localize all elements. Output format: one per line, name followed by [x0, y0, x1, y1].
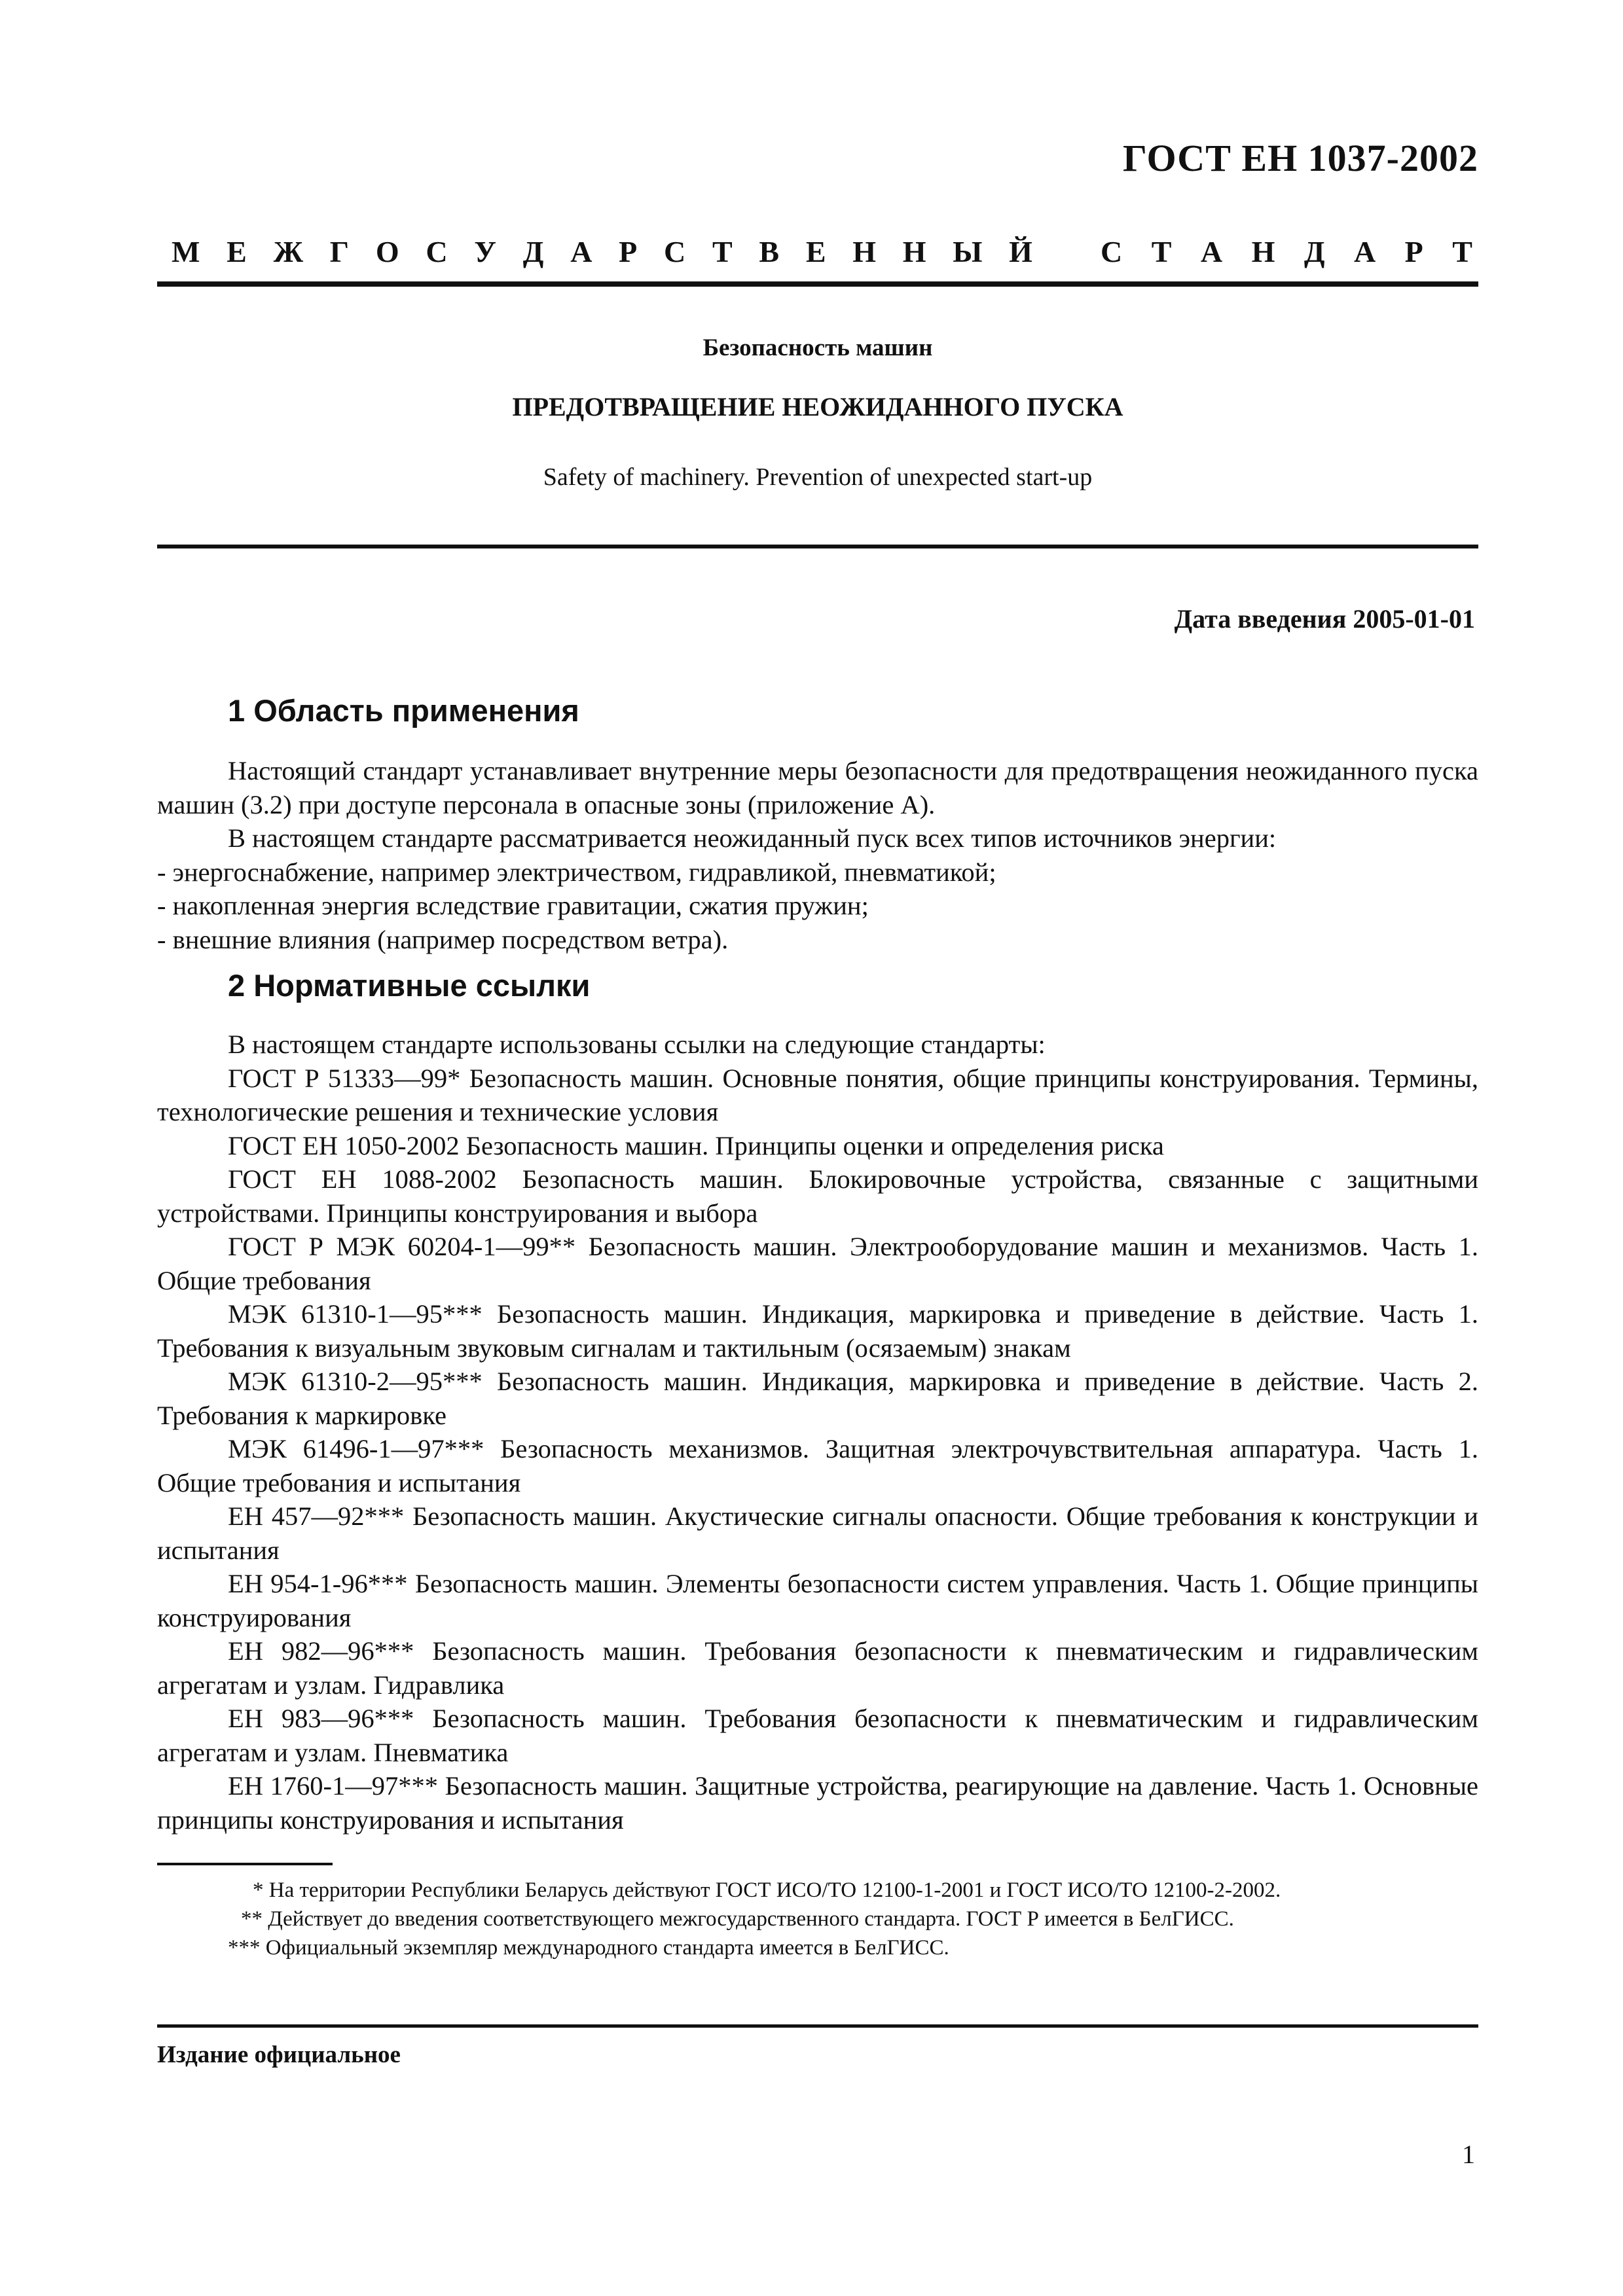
section-heading-scope: 1 Область применения [228, 693, 579, 728]
reference-item: ЕН 954-1-96*** Безопасность машин. Элементы безопасности систем управления. Часть 1. Общие принципы конструирования [157, 1569, 1478, 1632]
banner-letter: Т [712, 235, 733, 268]
document-code: ГОСТ ЕН 1037-2002 [1123, 137, 1478, 179]
banner-letter: Г [329, 235, 350, 268]
banner-letter: С [1101, 235, 1123, 268]
reference-item: МЭК 61310-2—95*** Безопасность машин. Индикация, маркировка и приведение в действие. Часть 2. Требования к маркировке [157, 1367, 1478, 1430]
section-scope-body [157, 754, 1478, 956]
paragraph: В настоящем стандарте рассматривается неожиданный пуск всех типов источников энергии: [228, 823, 1277, 853]
footnote: *** Официальный экземпляр международного стандарта имеется в БелГИСС. [228, 1936, 949, 1960]
reference-item: ЕН 457—92*** Безопасность машин. Акустические сигналы опасности. Общие требования к конструкции и испытания [157, 1501, 1478, 1565]
reference-item: ГОСТ ЕН 1088-2002 Безопасность машин. Блокировочные устройства, связанные с защитными устройствами. Принципы конструирования и выбора [157, 1164, 1478, 1228]
banner-letter: Р [619, 235, 638, 268]
banner-word-standard [1101, 234, 1472, 269]
document-title: ПРЕДОТВРАЩЕНИЕ НЕОЖИДАННОГО ПУСКА [512, 392, 1123, 422]
edition-label: Издание официальное [157, 2041, 401, 2068]
document-subject: Безопасность машин [702, 334, 933, 361]
paragraph: Настоящий стандарт устанавливает внутренние меры безопасности для предотвращения неожиданного пуска машин (3.2) при доступе персонала в опасные зоны (приложение А). [157, 756, 1478, 819]
banner-letter: Д [1304, 235, 1325, 268]
reference-item: ЕН 983—96*** Безопасность машин. Требования безопасности к пневматическим и гидравлическим агрегатам и узлам. Пневматика [157, 1704, 1478, 1767]
banner-letter: О [375, 235, 399, 268]
banner-letter: Й [1009, 235, 1032, 268]
reference-item: ЕН 1760-1—97*** Безопасность машин. Защитные устройства, реагирующие на давление. Часть 1. Основные принципы конструирования и испытания [157, 1771, 1478, 1835]
banner-letter: Ы [953, 235, 983, 268]
footnote: ** Действует до введения соответствующего межгосударственного стандарта. ГОСТ Р имеется в БелГИСС. [241, 1907, 1234, 1931]
section-references-body [157, 1028, 1478, 1837]
document-title-english: Safety of machinery. Prevention of unexpected start-up [543, 463, 1093, 491]
list-item: - внешние влияния (например посредством ветра). [157, 924, 729, 954]
reference-item: ГОСТ ЕН 1050-2002 Безопасность машин. Принципы оценки и определения риска [228, 1130, 1164, 1160]
footnotes [157, 1876, 1478, 1962]
paragraph: В настоящем стандарте использованы ссылки на следующие стандарты: [228, 1030, 1046, 1059]
banner-letter: А [1200, 235, 1223, 268]
interstate-standard-banner [172, 234, 1472, 269]
section-heading-references: 2 Нормативные ссылки [228, 968, 591, 1003]
banner-letter: С [426, 235, 448, 268]
banner-letter: Н [852, 235, 877, 268]
introduction-date: Дата введения 2005-01-01 [1174, 604, 1475, 634]
banner-letter: Н [1251, 235, 1275, 268]
banner-letter: С [664, 235, 686, 268]
footnote: * На территории Республики Беларусь действуют ГОСТ ИСО/ТО 12100-1-2001 и ГОСТ ИСО/ТО 12100-2-2002. [253, 1878, 1281, 1902]
list-item: - накопленная энергия вследствие гравитации, сжатия пружин; [157, 891, 869, 920]
banner-letter: Д [522, 235, 544, 268]
footnote-rule [157, 1863, 333, 1865]
banner-letter: Р [1404, 235, 1423, 268]
page-number: 1 [1462, 2140, 1475, 2169]
banner-letter: Н [902, 235, 926, 268]
reference-item: ГОСТ Р МЭК 60204-1—99** Безопасность машин. Электрооборудование машин и механизмов. Часть 1. Общие требования [157, 1232, 1478, 1295]
title-rule [157, 545, 1478, 548]
banner-letter: В [759, 235, 780, 268]
banner-letter: А [570, 235, 593, 268]
banner-letter: А [1353, 235, 1376, 268]
reference-item: МЭК 61496-1—97*** Безопасность механизмов. Защитная электрочувствительная аппаратура. Часть 1. Общие требования и испытания [157, 1434, 1478, 1498]
header-rule [157, 281, 1478, 287]
list-item: - энергоснабжение, например электричеством, гидравликой, пневматикой; [157, 857, 996, 887]
banner-letter: М [172, 235, 200, 268]
reference-item: ГОСТ Р 51333—99* Безопасность машин. Основные понятия, общие принципы конструирования. Термины, технологические решения и технические условия [157, 1063, 1478, 1126]
reference-item: МЭК 61310-1—95*** Безопасность машин. Индикация, маркировка и приведение в действие. Часть 1. Требования к визуальным звуковым сигналам и тактильным (осязаемым) знакам [157, 1299, 1478, 1363]
footer-rule [157, 2024, 1478, 2028]
banner-letter: Е [805, 235, 826, 268]
banner-letter: Т [1452, 235, 1472, 268]
banner-letter: Ж [273, 235, 304, 268]
banner-letter: Т [1151, 235, 1172, 268]
reference-item: ЕН 982—96*** Безопасность машин. Требования безопасности к пневматическим и гидравлическим агрегатам и узлам. Гидравлика [157, 1636, 1478, 1700]
banner-letter: У [474, 235, 497, 268]
banner-letter: Е [227, 235, 247, 268]
banner-word-interstate [172, 234, 1032, 269]
